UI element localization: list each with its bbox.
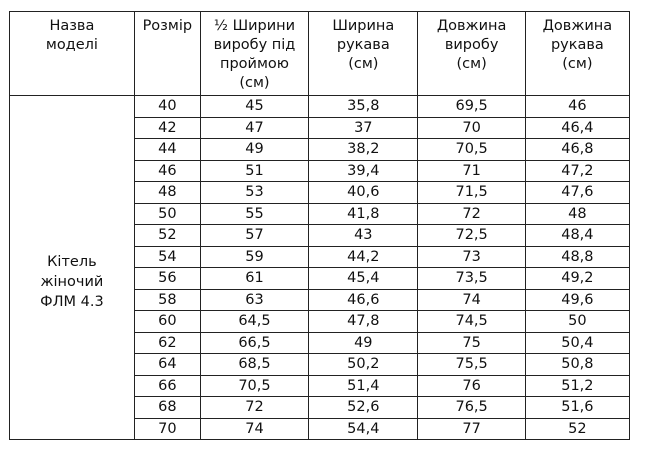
table-header: [10, 12, 630, 96]
sleeve-length-cell: 48: [525, 203, 629, 225]
sleeve-length-cell: 46,8: [525, 139, 629, 161]
garment-length-header: [418, 12, 525, 96]
size-cell: 54: [134, 246, 200, 268]
header-line: виробу під: [213, 37, 296, 53]
garment-length-cell: 71: [418, 160, 525, 182]
size-header: [134, 12, 200, 96]
size-cell: 68: [134, 397, 200, 419]
garment-length-cell: 77: [418, 418, 525, 440]
header-line: моделі: [45, 37, 98, 53]
header-line: рукава: [336, 37, 390, 53]
sleeve-length-cell: 50: [525, 311, 629, 333]
garment-length-cell: 73: [418, 246, 525, 268]
size-cell: 50: [134, 203, 200, 225]
garment-length-cell: 74: [418, 289, 525, 311]
half-width-cell: 59: [200, 246, 308, 268]
sleeve-width-cell: 50,2: [309, 354, 418, 376]
half-width-cell: 61: [200, 268, 308, 290]
sleeve-width-cell: 46,6: [309, 289, 418, 311]
sleeve-length-cell: 50,8: [525, 354, 629, 376]
model-name-header: [10, 12, 135, 96]
size-cell: 64: [134, 354, 200, 376]
model-name-line: ФЛМ 4.3: [40, 293, 104, 310]
size-cell: 40: [134, 96, 200, 118]
half-width-cell: 57: [200, 225, 308, 247]
half-width-cell: 55: [200, 203, 308, 225]
size-cell: 60: [134, 311, 200, 333]
size-cell: 70: [134, 418, 200, 440]
half-width-cell: 74: [200, 418, 308, 440]
header-line: проймою: [219, 56, 289, 72]
sleeve-width-cell: 54,4: [309, 418, 418, 440]
sleeve-length-cell: 50,4: [525, 332, 629, 354]
header-line: (см): [348, 56, 379, 72]
sleeve-length-cell: 49,6: [525, 289, 629, 311]
half-width-cell: 72: [200, 397, 308, 419]
garment-length-cell: 75,5: [418, 354, 525, 376]
table-row: [10, 96, 630, 118]
garment-length-cell: 75: [418, 332, 525, 354]
size-cell: 52: [134, 225, 200, 247]
size-cell: 66: [134, 375, 200, 397]
half-width-cell: 63: [200, 289, 308, 311]
header-line: виробу: [444, 37, 499, 53]
sleeve-length-header: [525, 12, 629, 96]
sleeve-length-cell: 48,8: [525, 246, 629, 268]
sleeve-width-cell: 37: [309, 117, 418, 139]
size-cell: 44: [134, 139, 200, 161]
sleeve-length-cell: 48,4: [525, 225, 629, 247]
half-width-cell: 66,5: [200, 332, 308, 354]
size-cell: 62: [134, 332, 200, 354]
sleeve-width-cell: 41,8: [309, 203, 418, 225]
header-line: Назва: [49, 18, 95, 34]
sleeve-width-cell: 45,4: [309, 268, 418, 290]
sleeve-length-cell: 47,2: [525, 160, 629, 182]
garment-length-cell: 70,5: [418, 139, 525, 161]
sleeve-length-cell: 47,6: [525, 182, 629, 204]
model-name-line: Кітель: [47, 253, 97, 270]
half-width-header: [200, 12, 308, 96]
sleeve-width-cell: 52,6: [309, 397, 418, 419]
header-line: ½ Ширини: [213, 18, 296, 34]
sleeve-width-cell: 40,6: [309, 182, 418, 204]
table-body: [10, 96, 630, 440]
half-width-cell: 53: [200, 182, 308, 204]
half-width-cell: 64,5: [200, 311, 308, 333]
half-width-cell: 70,5: [200, 375, 308, 397]
garment-length-cell: 70: [418, 117, 525, 139]
garment-length-cell: 72: [418, 203, 525, 225]
header-line: Ширина: [332, 18, 395, 34]
header-row: [10, 12, 630, 96]
sleeve-width-cell: 47,8: [309, 311, 418, 333]
header-line: рукава: [550, 37, 604, 53]
sleeve-width-cell: 44,2: [309, 246, 418, 268]
size-cell: 46: [134, 160, 200, 182]
half-width-cell: 49: [200, 139, 308, 161]
sleeve-width-cell: 38,2: [309, 139, 418, 161]
sleeve-length-cell: 51,6: [525, 397, 629, 419]
sleeve-width-cell: 49: [309, 332, 418, 354]
size-cell: 42: [134, 117, 200, 139]
sleeve-width-header: [309, 12, 418, 96]
header-line: (см): [239, 75, 270, 91]
half-width-cell: 47: [200, 117, 308, 139]
header-line: (см): [562, 56, 593, 72]
sleeve-width-cell: 43: [309, 225, 418, 247]
half-width-cell: 51: [200, 160, 308, 182]
half-width-cell: 68,5: [200, 354, 308, 376]
garment-length-cell: 72,5: [418, 225, 525, 247]
garment-length-cell: 76,5: [418, 397, 525, 419]
header-line: Розмір: [142, 18, 193, 34]
sleeve-length-cell: 52: [525, 418, 629, 440]
garment-length-cell: 69,5: [418, 96, 525, 118]
sleeve-width-cell: 39,4: [309, 160, 418, 182]
sleeve-width-cell: 35,8: [309, 96, 418, 118]
half-width-cell: 45: [200, 96, 308, 118]
model-name-line: жіночий: [40, 273, 104, 290]
garment-length-cell: 74,5: [418, 311, 525, 333]
header-line: Довжина: [436, 18, 507, 34]
model-name-cell: [10, 96, 135, 440]
garment-length-cell: 71,5: [418, 182, 525, 204]
sleeve-length-cell: 46: [525, 96, 629, 118]
header-line: Довжина: [542, 18, 613, 34]
sleeve-length-cell: 51,2: [525, 375, 629, 397]
header-line: (см): [456, 56, 487, 72]
sleeve-width-cell: 51,4: [309, 375, 418, 397]
size-cell: 56: [134, 268, 200, 290]
sleeve-length-cell: 49,2: [525, 268, 629, 290]
size-cell: 48: [134, 182, 200, 204]
garment-length-cell: 73,5: [418, 268, 525, 290]
size-chart-table: [9, 11, 630, 440]
garment-length-cell: 76: [418, 375, 525, 397]
size-cell: 58: [134, 289, 200, 311]
sleeve-length-cell: 46,4: [525, 117, 629, 139]
